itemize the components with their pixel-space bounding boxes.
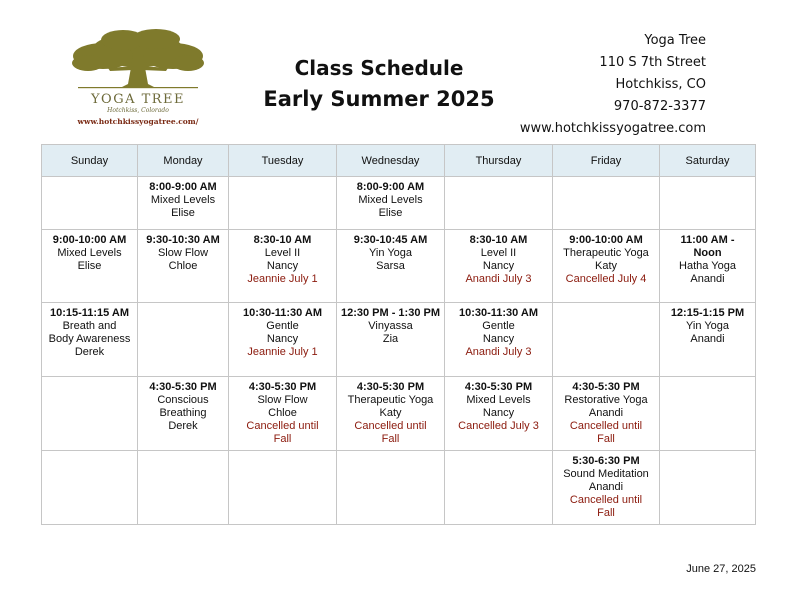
class-entry bbox=[337, 381, 444, 446]
class-name: Hatha Yoga bbox=[679, 260, 736, 272]
day-header-thursday: Thursday bbox=[445, 145, 553, 177]
class-time: 4:30-5:30 PM bbox=[356, 381, 425, 393]
schedule-cell-tuesday bbox=[229, 377, 337, 451]
schedule-cell-thursday bbox=[445, 377, 553, 451]
schedule-table bbox=[41, 144, 756, 525]
class-instructor: Nancy bbox=[482, 260, 515, 272]
class-instructor: Nancy bbox=[482, 333, 515, 345]
class-change-note: Cancelled July 4 bbox=[565, 273, 647, 285]
schedule-cell-friday bbox=[553, 230, 660, 303]
footer-date: June 27, 2025 bbox=[686, 563, 756, 575]
class-instructor: Anandi bbox=[690, 273, 725, 285]
class-instructor: Anandi bbox=[690, 333, 725, 345]
class-name: Mixed Levels bbox=[466, 394, 531, 406]
class-name: Slow Flow bbox=[257, 394, 308, 406]
class-entry bbox=[42, 307, 137, 359]
yoga-tree-logo[interactable] bbox=[68, 28, 216, 128]
schedule-cell-wednesday bbox=[337, 303, 445, 377]
class-name: Therapeutic Yoga bbox=[563, 247, 649, 259]
class-time-cont: Noon bbox=[693, 247, 722, 259]
class-time: 8:00-9:00 AM bbox=[356, 181, 425, 193]
class-name: Body Awareness bbox=[48, 333, 131, 345]
class-time: 9:00-10:00 AM bbox=[569, 234, 643, 246]
schedule-cell-tuesday bbox=[229, 177, 337, 230]
class-time: 10:30-11:30 AM bbox=[458, 307, 539, 319]
schedule-cell-saturday bbox=[660, 303, 756, 377]
class-entry bbox=[229, 381, 336, 446]
schedule-cell-wednesday bbox=[337, 451, 445, 525]
studio-street: 110 S 7th Street bbox=[599, 55, 706, 70]
time-slot-row bbox=[42, 230, 756, 303]
schedule-cell-tuesday bbox=[229, 303, 337, 377]
class-time: 9:30-10:45 AM bbox=[353, 234, 428, 246]
day-header-wednesday: Wednesday bbox=[337, 145, 445, 177]
class-instructor: Anandi bbox=[588, 481, 624, 493]
class-change-note: Cancelled until bbox=[354, 420, 427, 432]
class-time: 9:30-10:30 AM bbox=[146, 234, 220, 246]
schedule-cell-sunday bbox=[42, 177, 138, 230]
time-slot-row bbox=[42, 303, 756, 377]
schedule-cell-saturday bbox=[660, 451, 756, 525]
class-instructor: Katy bbox=[379, 407, 402, 419]
class-entry bbox=[229, 234, 336, 286]
class-time: 9:00-10:00 AM bbox=[52, 234, 127, 246]
class-instructor: Anandi bbox=[588, 407, 624, 419]
class-time: 10:15-11:15 AM bbox=[49, 307, 130, 319]
schedule-cell-thursday bbox=[445, 230, 553, 303]
schedule-cell-wednesday bbox=[337, 377, 445, 451]
schedule-cell-friday bbox=[553, 377, 660, 451]
schedule-cell-wednesday bbox=[337, 177, 445, 230]
class-instructor: Sarsa bbox=[376, 260, 405, 272]
class-name: Therapeutic Yoga bbox=[347, 394, 434, 406]
class-time: 4:30-5:30 PM bbox=[248, 381, 317, 393]
studio-phone: 970-872-3377 bbox=[613, 99, 706, 114]
schedule-cell-wednesday bbox=[337, 230, 445, 303]
schedule-cell-thursday bbox=[445, 303, 553, 377]
class-entry bbox=[445, 234, 552, 286]
time-slot-row bbox=[42, 377, 756, 451]
class-entry bbox=[553, 234, 659, 286]
class-name: Restorative Yoga bbox=[564, 394, 648, 406]
schedule-cell-tuesday bbox=[229, 451, 337, 525]
class-entry bbox=[42, 234, 137, 273]
schedule-cell-saturday bbox=[660, 377, 756, 451]
class-time: 8:00-9:00 AM bbox=[149, 181, 217, 193]
class-name: Sound Meditation bbox=[563, 468, 649, 480]
schedule-cell-sunday bbox=[42, 377, 138, 451]
class-entry bbox=[337, 307, 444, 346]
studio-address bbox=[520, 30, 706, 140]
schedule-cell-saturday bbox=[660, 177, 756, 230]
class-change-note: Fall bbox=[381, 433, 400, 445]
schedule-body bbox=[42, 177, 756, 525]
schedule-cell-sunday bbox=[42, 230, 138, 303]
class-entry bbox=[138, 181, 228, 220]
studio-website[interactable]: www.hotchkissyogatree.com bbox=[519, 121, 706, 136]
schedule-cell-monday bbox=[138, 451, 229, 525]
schedule-cell-thursday bbox=[445, 177, 553, 230]
class-entry bbox=[138, 234, 228, 273]
schedule-cell-friday bbox=[553, 303, 660, 377]
class-name: Yin Yoga bbox=[685, 320, 730, 332]
class-instructor: Elise bbox=[171, 207, 195, 219]
title-line-1: Class Schedule bbox=[294, 56, 464, 80]
class-time: 5:30-6:30 PM bbox=[572, 455, 640, 467]
class-change-note: Fall bbox=[597, 433, 615, 445]
class-instructor: Zia bbox=[382, 333, 399, 345]
class-name: Mixed Levels bbox=[150, 194, 216, 206]
schedule-cell-tuesday bbox=[229, 230, 337, 303]
class-name: Yin Yoga bbox=[368, 247, 413, 259]
class-entry bbox=[138, 381, 228, 433]
class-instructor: Chloe bbox=[168, 260, 198, 272]
schedule-cell-friday bbox=[553, 177, 660, 230]
time-slot-row bbox=[42, 177, 756, 230]
class-time: 8:30-10 AM bbox=[253, 234, 312, 246]
class-time: 12:30 PM - 1:30 PM bbox=[340, 307, 441, 319]
class-time: 11:00 AM - bbox=[680, 234, 735, 246]
class-name: Breath and bbox=[62, 320, 117, 332]
class-entry bbox=[445, 381, 552, 433]
schedule-cell-monday bbox=[138, 377, 229, 451]
class-instructor: Nancy bbox=[266, 333, 299, 345]
day-header-tuesday: Tuesday bbox=[229, 145, 337, 177]
class-instructor: Elise bbox=[378, 207, 403, 219]
schedule-cell-sunday bbox=[42, 451, 138, 525]
class-instructor: Derek bbox=[168, 420, 198, 432]
class-entry bbox=[229, 307, 336, 359]
class-change-note: Jeannie July 1 bbox=[247, 273, 318, 285]
class-change-note: Fall bbox=[273, 433, 292, 445]
tree-icon bbox=[68, 28, 208, 90]
class-change-note: Jeannie July 1 bbox=[247, 346, 318, 358]
class-name: Gentle bbox=[482, 320, 515, 332]
class-change-note: Fall bbox=[597, 507, 615, 519]
class-time: 4:30-5:30 PM bbox=[149, 381, 217, 393]
class-change-note: Cancelled until bbox=[569, 494, 643, 506]
class-change-note: Anandi July 3 bbox=[465, 346, 532, 358]
class-name: Level II bbox=[264, 247, 301, 259]
day-header-sunday: Sunday bbox=[42, 145, 138, 177]
schedule-cell-monday bbox=[138, 177, 229, 230]
class-change-note: Cancelled until bbox=[246, 420, 319, 432]
class-time: 12:15-1:15 PM bbox=[670, 307, 745, 319]
day-header-friday: Friday bbox=[553, 145, 660, 177]
class-entry bbox=[337, 181, 444, 220]
class-name: Mixed Levels bbox=[57, 247, 122, 259]
class-instructor: Nancy bbox=[482, 407, 515, 419]
class-change-note: Cancelled until bbox=[569, 420, 643, 432]
schedule-cell-monday bbox=[138, 230, 229, 303]
logo-name: YOGA TREE bbox=[90, 92, 186, 107]
class-time: 10:30-11:30 AM bbox=[242, 307, 323, 319]
class-instructor: Nancy bbox=[266, 260, 299, 272]
day-header-saturday: Saturday bbox=[660, 145, 756, 177]
studio-city: Hotchkiss, CO bbox=[615, 77, 706, 92]
time-slot-row bbox=[42, 451, 756, 525]
class-instructor: Elise bbox=[77, 260, 102, 272]
schedule-cell-saturday bbox=[660, 230, 756, 303]
schedule-cell-thursday bbox=[445, 451, 553, 525]
class-entry bbox=[660, 307, 755, 346]
schedule-cell-monday bbox=[138, 303, 229, 377]
class-time: 8:30-10 AM bbox=[469, 234, 528, 246]
logo-location: Hotchkiss, Colorado bbox=[107, 107, 169, 114]
class-entry bbox=[337, 234, 444, 273]
class-entry bbox=[445, 307, 552, 359]
class-entry bbox=[553, 381, 659, 446]
day-header-monday: Monday bbox=[138, 145, 229, 177]
class-entry bbox=[660, 234, 755, 286]
logo-url[interactable]: www.hotchkissyogatree.com/ bbox=[77, 117, 199, 126]
schedule-cell-sunday bbox=[42, 303, 138, 377]
class-instructor: Chloe bbox=[268, 407, 297, 419]
class-name: Mixed Levels bbox=[358, 194, 423, 206]
class-change-note: Anandi July 3 bbox=[465, 273, 532, 285]
title-line-2: Early Summer 2025 bbox=[263, 87, 495, 111]
class-name: Vinyassa bbox=[368, 320, 413, 332]
class-instructor: Katy bbox=[594, 260, 617, 272]
studio-name: Yoga Tree bbox=[644, 33, 706, 48]
schedule-title bbox=[248, 54, 510, 116]
day-header-row bbox=[42, 145, 756, 177]
class-name: Slow Flow bbox=[157, 247, 209, 259]
class-entry bbox=[553, 455, 659, 520]
class-name: Gentle bbox=[266, 320, 299, 332]
class-name: Breathing bbox=[159, 407, 207, 419]
class-instructor: Derek bbox=[74, 346, 105, 358]
class-time: 4:30-5:30 PM bbox=[464, 381, 533, 393]
schedule-cell-friday bbox=[553, 451, 660, 525]
class-change-note: Cancelled July 3 bbox=[458, 420, 539, 432]
class-time: 4:30-5:30 PM bbox=[572, 381, 640, 393]
class-name: Level II bbox=[480, 247, 517, 259]
class-name: Conscious bbox=[157, 394, 209, 406]
